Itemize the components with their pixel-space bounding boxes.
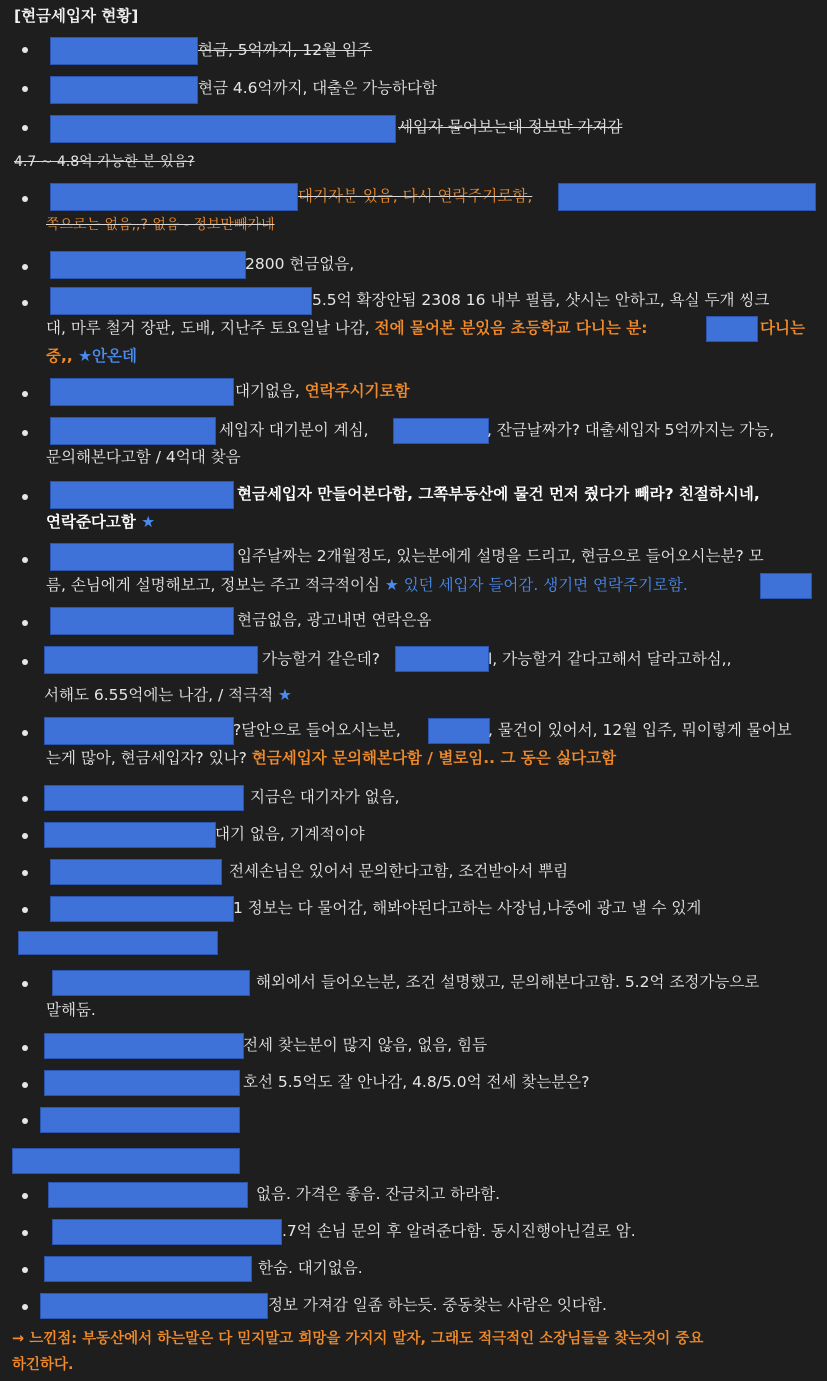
list-item: 현금 4.6억까지, 대출은 가능하다함	[198, 79, 438, 97]
bullet	[22, 1045, 28, 1051]
list-item: ?달안으로 들어오시는분,	[233, 721, 401, 739]
redaction-block	[760, 573, 812, 599]
list-item: 대기 없음, 기계적이야	[215, 825, 365, 843]
bullet	[22, 870, 28, 876]
bullet	[22, 1267, 28, 1273]
list-item: 정보 가져감 일좀 하는듯. 중동찾는 사람은 잇다함.	[268, 1296, 607, 1314]
list-item-cont: 쪽으로는 없음,,? 없음 - 정보만빼가네	[46, 217, 275, 233]
conclusion-line: → 느낀점: 부동산에서 하는말은 다 믿지말고 희망을 가지지 말자, 그래도 적극적인 소장님들을 찾는것이 중요	[12, 1331, 704, 1347]
bullet	[22, 659, 28, 665]
redaction-block	[12, 1148, 240, 1174]
bullet	[22, 264, 28, 270]
list-item: 세입자 대기분이 계심,	[219, 421, 369, 439]
redaction-block	[44, 717, 234, 745]
bullet	[22, 300, 28, 306]
redaction-block	[50, 896, 234, 922]
conclusion-line: 하긴하다.	[12, 1357, 74, 1373]
bullet	[22, 557, 28, 563]
bullet	[22, 494, 28, 500]
redaction-block	[44, 646, 258, 674]
bullet	[22, 391, 28, 397]
redaction-block	[40, 1107, 240, 1133]
redaction-block	[50, 251, 246, 279]
list-item: 지금은 대기자가 없음,	[250, 788, 400, 806]
bullet	[22, 833, 28, 839]
redaction-block	[50, 37, 198, 65]
list-item: 대기자분 있음, 다시 연락주기로함,	[298, 187, 533, 205]
bullet	[22, 730, 28, 736]
redaction-block	[706, 316, 758, 342]
bullet	[22, 1118, 28, 1124]
redaction-block	[50, 378, 234, 406]
list-item: 입주날짜는 2개월정도, 있는분에게 설명을 드리고, 현금으로 들어오시는분? 모	[237, 547, 764, 565]
redaction-block	[50, 543, 234, 571]
redaction-block	[44, 785, 244, 811]
redaction-block	[50, 481, 234, 509]
list-item: 한숨. 대기없음.	[258, 1259, 363, 1277]
list-item: 2800 현금없음,	[245, 255, 355, 273]
list-item: 현금없음, 광고내면 연락은옴	[237, 611, 432, 629]
list-item: 전세손님은 있어서 문의한다고함, 조건받아서 뿌림	[229, 862, 569, 880]
redaction-block	[44, 1256, 252, 1282]
redaction-block	[50, 183, 298, 211]
redaction-block	[44, 1033, 244, 1059]
list-item: 세입자 물어보는데 정보만 가져감	[398, 118, 623, 136]
list-item-cont: 말해둠.	[46, 1001, 96, 1019]
redaction-block	[50, 76, 198, 104]
redaction-block	[44, 1070, 240, 1096]
bullet	[22, 1193, 28, 1199]
bullet	[22, 47, 28, 53]
bullet	[22, 1230, 28, 1236]
redaction-block	[40, 1293, 268, 1319]
bullet	[22, 620, 28, 626]
bullet	[22, 1304, 28, 1310]
bullet	[22, 796, 28, 802]
redaction-block	[558, 183, 816, 211]
list-item: .7억 손님 문의 후 알려준다함. 동시진행아닌걸로 암.	[282, 1222, 636, 1240]
note-line: 서해도 6.55억에는 나감, / 적극적 ★	[44, 686, 292, 704]
list-item: 가능할거 같은데?	[262, 650, 380, 668]
redaction-block	[18, 931, 218, 955]
redaction-block	[48, 1182, 248, 1208]
list-item: 대기없음, 연락주시기로함	[235, 382, 410, 400]
note-line: 4.7 ~ 4.8억 가능한 분 있음?	[14, 154, 195, 170]
list-item: 5.5억 확장안됨 2308 16 내부 필름, 샷시는 안하고, 욕실 두개 씽크	[312, 291, 770, 309]
list-item-cont: 문의해본다고함 / 4억대 찾음	[46, 448, 241, 466]
list-item: , 물건이 있어서, 12월 입주, 뭐이렇게 물어보	[488, 721, 792, 739]
list-item-cont: 다니는	[760, 319, 805, 337]
list-item-cont: 중,, ★안온데	[46, 347, 137, 365]
bullet	[22, 86, 28, 92]
list-item: 호선 5.5억도 잘 안나감, 4.8/5.0억 전세 찾는분은?	[243, 1073, 590, 1091]
list-item: l, 가능할거 같다고해서 달라고하심,,	[488, 650, 732, 668]
redaction-block	[50, 859, 222, 885]
list-item-cont: 는게 많아, 현금세입자? 있나? 현금세입자 문의해본다함 / 별로임.. 그 동은 싫다고함	[46, 749, 617, 767]
bullet	[22, 1082, 28, 1088]
bullet	[22, 196, 28, 202]
list-item: 없음. 가격은 좋음. 잔금치고 하라함.	[256, 1185, 501, 1203]
redaction-block	[52, 970, 250, 996]
redaction-block	[395, 646, 489, 672]
list-item: 1 정보는 다 물어감, 해봐야된다고하는 사장님,나중에 광고 낼 수 있게	[233, 899, 702, 917]
redaction-block	[50, 287, 312, 315]
redaction-block	[44, 822, 216, 848]
bullet	[22, 981, 28, 987]
list-item: 전세 찾는분이 많지 않음, 없음, 힘듬	[243, 1036, 488, 1054]
redaction-block	[50, 115, 396, 143]
list-item: 현금세입자 만들어본다함, 그쪽부동산에 물건 먼저 줬다가 빼라? 친절하시네,	[237, 485, 760, 503]
redaction-block	[50, 607, 234, 635]
bullet	[22, 125, 28, 131]
bullet	[22, 430, 28, 436]
redaction-block	[393, 418, 489, 444]
redaction-block	[428, 718, 490, 744]
redaction-block	[52, 1219, 282, 1245]
list-item: 해외에서 들어오는분, 조건 설명했고, 문의해본다고함. 5.2억 조정가능으로	[256, 973, 760, 991]
redaction-block	[50, 417, 216, 445]
list-item-cont: 름, 손님에게 설명해보고, 정보는 주고 적극적이심 ★ 있던 세입자 들어감. 생기면 연락주기로함.	[46, 576, 688, 594]
list-item-cont: 연락준다고함 ★	[46, 513, 156, 531]
list-item: 현금, 5억까지, 12월 입주	[198, 41, 373, 59]
list-item-cont: 대, 마루 철거 장판, 도배, 지난주 토요일날 나감, 전에 물어본 분있음 초등학교 다니는 분:	[46, 319, 648, 337]
bullet	[22, 907, 28, 913]
page-title: [현금세입자 현황]	[14, 7, 139, 25]
list-item: , 잔금날짜가? 대출세입자 5억까지는 가능,	[487, 421, 775, 439]
